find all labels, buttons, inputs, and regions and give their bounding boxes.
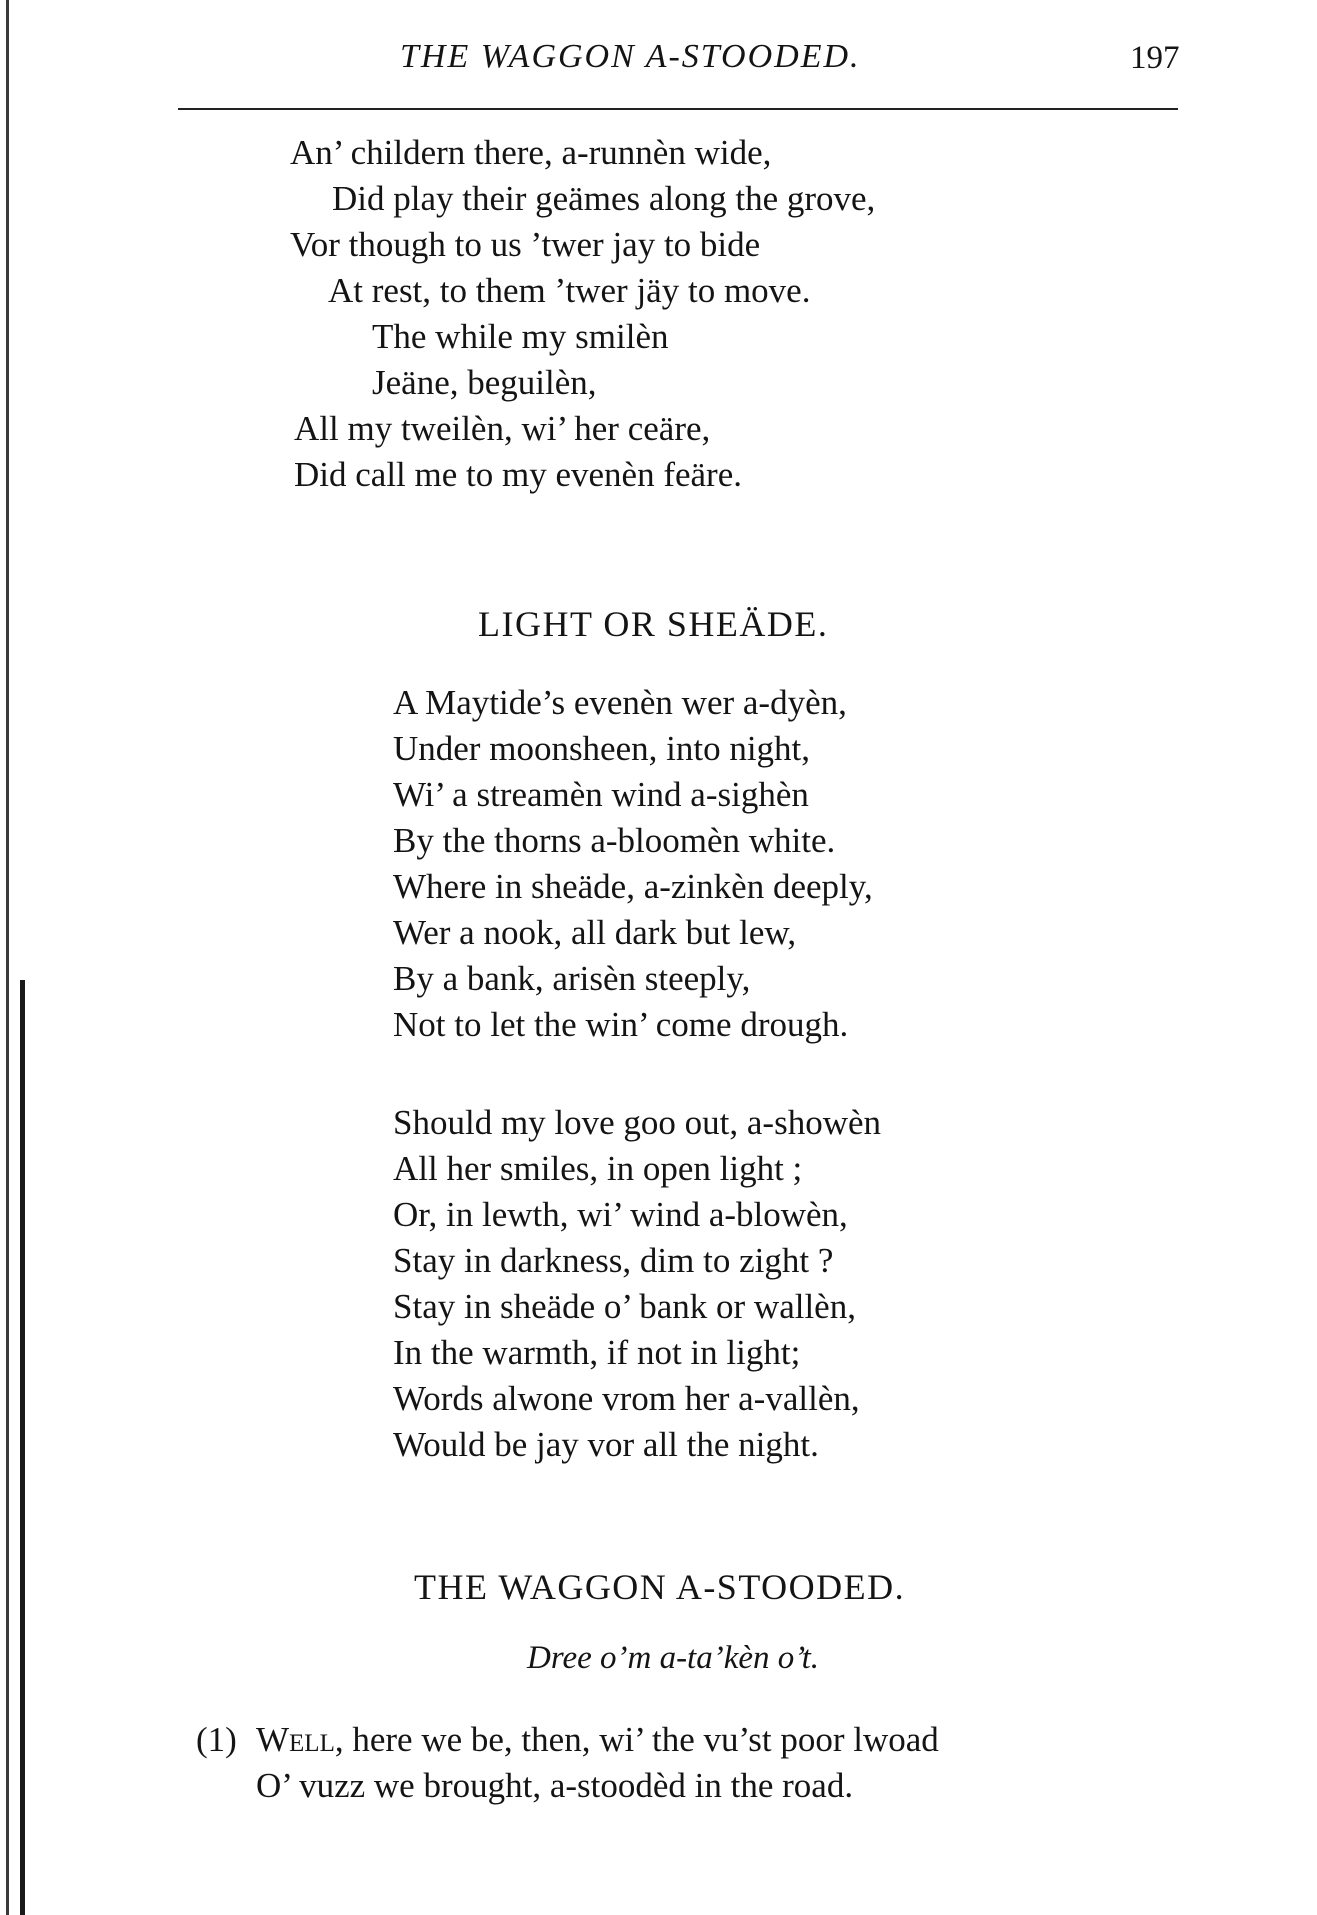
page-number: 197 bbox=[1130, 40, 1180, 76]
verse-line: Where in sheäde, a-zinkèn deeply, bbox=[393, 867, 873, 906]
waggon-opening-lines bbox=[196, 1717, 939, 1809]
verse-line: Stay in darkness, dim to zight ? bbox=[393, 1241, 834, 1280]
verse-line: Vor though to us ’twer jay to bide bbox=[290, 225, 761, 264]
verse-line: O’ vuzz we brought, a-stoodèd in the road. bbox=[256, 1766, 854, 1805]
verse-line: Wer a nook, all dark but lew, bbox=[393, 913, 797, 952]
line-number: (1) bbox=[196, 1720, 237, 1759]
verse-line bbox=[196, 1717, 939, 1763]
verse-line: Wi’ a streamèn wind a-sighèn bbox=[393, 775, 809, 814]
opening-word: Well, bbox=[256, 1720, 344, 1759]
verse-line: The while my smilèn bbox=[372, 317, 669, 356]
verse-line: Jeäne, beguilèn, bbox=[372, 363, 597, 402]
header-rule bbox=[178, 108, 1178, 110]
verse-line: Stay in sheäde o’ bank or wallèn, bbox=[393, 1287, 856, 1326]
light-stanza-1 bbox=[393, 680, 873, 1048]
verse-line: Would be jay vor all the night. bbox=[393, 1425, 819, 1464]
poem-title-waggon-a-stooded: THE WAGGON A-STOODED. bbox=[414, 1567, 906, 1607]
verse-line: At rest, to them ’twer jäy to move. bbox=[328, 271, 811, 310]
light-stanza-2 bbox=[393, 1100, 881, 1468]
verse-line: Should my love goo out, a-showèn bbox=[393, 1103, 882, 1142]
running-title: THE WAGGON A-STOODED. bbox=[400, 38, 861, 75]
binding-shadow bbox=[20, 980, 25, 1915]
verse-line: Did play their geämes along the grove, bbox=[332, 179, 876, 218]
verse-line: In the warmth, if not in light; bbox=[393, 1333, 801, 1372]
binding-edge bbox=[6, 0, 9, 1915]
continued-stanza bbox=[290, 130, 875, 498]
verse-line: Words alwone vrom her a-vallèn, bbox=[393, 1379, 860, 1418]
verse-line: Or, in lewth, wi’ wind a-blowèn, bbox=[393, 1195, 848, 1234]
verse-line: An’ childern there, a-runnèn wide, bbox=[290, 133, 772, 172]
verse-line: All my tweilèn, wi’ her ceäre, bbox=[294, 409, 711, 448]
verse-line: By a bank, arisèn steeply, bbox=[393, 959, 751, 998]
verse-line: A Maytide’s evenèn wer a-dyèn, bbox=[393, 683, 847, 722]
verse-line: By the thorns a-bloomèn white. bbox=[393, 821, 836, 860]
verse-line-text: here we be, then, wi’ the vu’st poor lwoad bbox=[343, 1720, 939, 1759]
poem-subtitle: Dree o’m a-ta’kèn o’t. bbox=[527, 1640, 820, 1676]
verse-line: Under moonsheen, into night, bbox=[393, 729, 811, 768]
poem-title-light-or-sheade: LIGHT OR SHEÄDE. bbox=[478, 604, 829, 644]
verse-line: All her smiles, in open light ; bbox=[393, 1149, 803, 1188]
verse-line: Not to let the win’ come drough. bbox=[393, 1005, 849, 1044]
verse-line: Did call me to my evenèn feäre. bbox=[294, 455, 742, 494]
